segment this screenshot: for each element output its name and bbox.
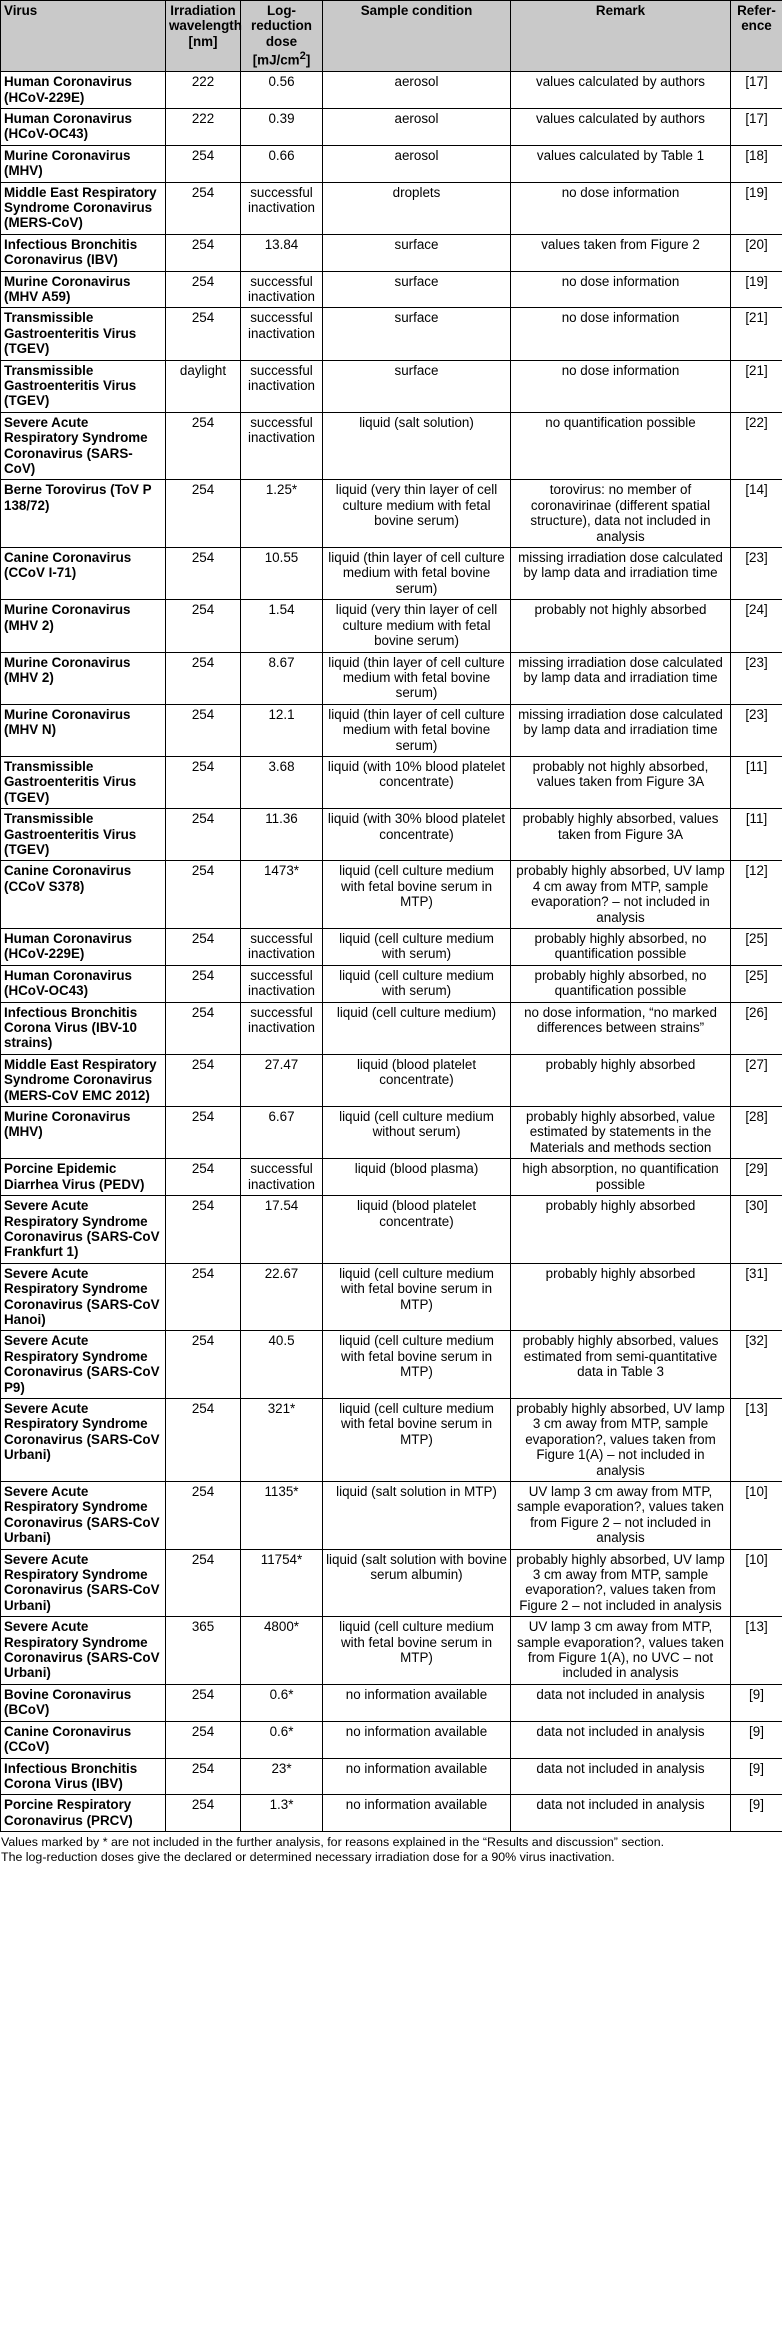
cell-dose: 3.68 [241, 756, 323, 808]
table-row [1, 480, 782, 548]
cell-virus: Severe Acute Respiratory Syndrome Coronavirus (SARS-CoV P9) [1, 1331, 166, 1399]
cell-reference: [12] [731, 861, 782, 929]
cell-dose: 23* [241, 1758, 323, 1795]
cell-dose: successful inactivation [241, 360, 323, 412]
table-row [1, 1054, 782, 1106]
cell-remark: probably highly absorbed [511, 1263, 731, 1331]
header-condition: Sample condition [323, 1, 511, 72]
table-row [1, 412, 782, 480]
cell-condition: surface [323, 234, 511, 271]
cell-wavelength: 254 [166, 1549, 241, 1617]
table-row [1, 548, 782, 600]
cell-remark: no dose information [511, 271, 731, 308]
table-row [1, 234, 782, 271]
cell-wavelength: 254 [166, 1758, 241, 1795]
cell-remark: probably highly absorbed, values estimated from semi-quantitative data in Table 3 [511, 1331, 731, 1399]
header-dose-close: ] [305, 52, 311, 68]
cell-condition: liquid (with 10% blood platelet concentrate) [323, 756, 511, 808]
cell-condition: liquid (thin layer of cell culture medium with fetal bovine serum) [323, 652, 511, 704]
cell-dose: successful inactivation [241, 271, 323, 308]
cell-condition: surface [323, 308, 511, 360]
cell-dose: successful inactivation [241, 929, 323, 966]
table-row [1, 1721, 782, 1758]
table-row [1, 1331, 782, 1399]
cell-reference: [23] [731, 548, 782, 600]
cell-virus: Murine Coronavirus (MHV 2) [1, 652, 166, 704]
cell-virus: Severe Acute Respiratory Syndrome Coronavirus (SARS-CoV Urbani) [1, 1617, 166, 1685]
cell-wavelength: 254 [166, 548, 241, 600]
cell-dose: 0.6* [241, 1721, 323, 1758]
cell-virus: Middle East Respiratory Syndrome Coronavirus (MERS-CoV EMC 2012) [1, 1054, 166, 1106]
cell-remark: probably highly absorbed [511, 1196, 731, 1264]
cell-dose: 1.3* [241, 1795, 323, 1832]
cell-condition: liquid (cell culture medium) [323, 1002, 511, 1054]
cell-condition: liquid (cell culture medium with fetal bovine serum in MTP) [323, 861, 511, 929]
cell-condition: droplets [323, 182, 511, 234]
cell-virus: Bovine Coronavirus (BCoV) [1, 1684, 166, 1721]
cell-remark: probably highly absorbed, UV lamp 3 cm away from MTP, sample evaporation?, values taken from Figure 2 – not included in analysis [511, 1549, 731, 1617]
cell-dose: successful inactivation [241, 308, 323, 360]
cell-condition: no information available [323, 1758, 511, 1795]
table-row [1, 756, 782, 808]
cell-virus: Human Coronavirus (HCoV-OC43) [1, 965, 166, 1002]
cell-reference: [29] [731, 1159, 782, 1196]
cell-reference: [14] [731, 480, 782, 548]
cell-reference: [28] [731, 1107, 782, 1159]
cell-virus: Murine Coronavirus (MHV) [1, 145, 166, 182]
cell-dose: 27.47 [241, 1054, 323, 1106]
table-row [1, 861, 782, 929]
cell-condition: surface [323, 271, 511, 308]
cell-wavelength: 254 [166, 1159, 241, 1196]
cell-dose: 12.1 [241, 704, 323, 756]
cell-condition: liquid (salt solution with bovine serum albumin) [323, 1549, 511, 1617]
cell-remark: data not included in analysis [511, 1795, 731, 1832]
cell-wavelength: 254 [166, 1002, 241, 1054]
cell-dose: 0.66 [241, 145, 323, 182]
cell-wavelength: daylight [166, 360, 241, 412]
cell-remark: probably highly absorbed [511, 1054, 731, 1106]
cell-reference: [9] [731, 1721, 782, 1758]
cell-remark: probably highly absorbed, UV lamp 4 cm away from MTP, sample evaporation? – not included in analysis [511, 861, 731, 929]
cell-condition: liquid (cell culture medium without serum) [323, 1107, 511, 1159]
cell-reference: [11] [731, 756, 782, 808]
table-row [1, 271, 782, 308]
cell-wavelength: 254 [166, 929, 241, 966]
cell-condition: aerosol [323, 72, 511, 109]
cell-wavelength: 254 [166, 412, 241, 480]
cell-reference: [9] [731, 1684, 782, 1721]
header-reference: Refer-ence [731, 1, 782, 72]
cell-reference: [9] [731, 1758, 782, 1795]
cell-remark: probably not highly absorbed, values taken from Figure 3A [511, 756, 731, 808]
cell-dose: successful inactivation [241, 182, 323, 234]
cell-dose: 8.67 [241, 652, 323, 704]
cell-dose: 1.54 [241, 600, 323, 652]
cell-wavelength: 222 [166, 72, 241, 109]
cell-virus: Murine Coronavirus (MHV 2) [1, 600, 166, 652]
table-row [1, 1159, 782, 1196]
cell-reference: [31] [731, 1263, 782, 1331]
cell-virus: Porcine Respiratory Coronavirus (PRCV) [1, 1795, 166, 1832]
cell-virus: Transmissible Gastroenteritis Virus (TGEV) [1, 809, 166, 861]
cell-condition: liquid (blood plasma) [323, 1159, 511, 1196]
cell-dose: 11.36 [241, 809, 323, 861]
cell-reference: [21] [731, 360, 782, 412]
cell-remark: values calculated by authors [511, 72, 731, 109]
cell-virus: Human Coronavirus (HCoV-229E) [1, 929, 166, 966]
cell-reference: [19] [731, 182, 782, 234]
cell-dose: 1.25* [241, 480, 323, 548]
cell-reference: [13] [731, 1617, 782, 1685]
cell-reference: [24] [731, 600, 782, 652]
cell-wavelength: 254 [166, 756, 241, 808]
cell-remark: missing irradiation dose calculated by lamp data and irradiation time [511, 704, 731, 756]
cell-wavelength: 254 [166, 600, 241, 652]
cell-wavelength: 254 [166, 1482, 241, 1550]
cell-reference: [25] [731, 929, 782, 966]
cell-reference: [9] [731, 1795, 782, 1832]
cell-virus: Canine Coronavirus (CCoV S378) [1, 861, 166, 929]
cell-dose: 321* [241, 1398, 323, 1481]
footnote-line-2: The log-reduction doses give the declared or determined necessary irradiation dose for a 90% virus inactivation. [1, 1850, 615, 1865]
cell-wavelength: 254 [166, 1054, 241, 1106]
cell-virus: Porcine Epidemic Diarrhea Virus (PEDV) [1, 1159, 166, 1196]
table-row [1, 1002, 782, 1054]
cell-reference: [22] [731, 412, 782, 480]
cell-wavelength: 254 [166, 145, 241, 182]
cell-remark: missing irradiation dose calculated by lamp data and irradiation time [511, 652, 731, 704]
cell-virus: Murine Coronavirus (MHV) [1, 1107, 166, 1159]
cell-reference: [19] [731, 271, 782, 308]
cell-virus: Severe Acute Respiratory Syndrome Coronavirus (SARS-CoV Urbani) [1, 1482, 166, 1550]
table-row [1, 929, 782, 966]
cell-reference: [11] [731, 809, 782, 861]
cell-reference: [17] [731, 108, 782, 145]
cell-condition: liquid (blood platelet concentrate) [323, 1196, 511, 1264]
cell-dose: 0.39 [241, 108, 323, 145]
cell-condition: liquid (with 30% blood platelet concentrate) [323, 809, 511, 861]
cell-condition: aerosol [323, 108, 511, 145]
header-dose-text: Log-reduction dose [mJ/cm [250, 3, 312, 68]
table-row [1, 1107, 782, 1159]
cell-remark: no dose information [511, 182, 731, 234]
cell-remark: no dose information [511, 360, 731, 412]
cell-wavelength: 254 [166, 861, 241, 929]
cell-remark: probably highly absorbed, UV lamp 3 cm away from MTP, sample evaporation?, values taken from Figure 1(A) – not included in analysis [511, 1398, 731, 1481]
table-row [1, 182, 782, 234]
cell-reference: [20] [731, 234, 782, 271]
cell-wavelength: 254 [166, 1721, 241, 1758]
table-row [1, 308, 782, 360]
cell-virus: Infectious Bronchitis Coronavirus (IBV) [1, 234, 166, 271]
table-row [1, 1482, 782, 1550]
cell-reference: [25] [731, 965, 782, 1002]
cell-wavelength: 222 [166, 108, 241, 145]
cell-remark: probably highly absorbed, no quantification possible [511, 965, 731, 1002]
cell-reference: [13] [731, 1398, 782, 1481]
header-dose [241, 1, 323, 72]
cell-remark: probably highly absorbed, no quantification possible [511, 929, 731, 966]
table-row [1, 809, 782, 861]
table-row [1, 1758, 782, 1795]
cell-wavelength: 254 [166, 1107, 241, 1159]
cell-reference: [23] [731, 704, 782, 756]
cell-reference: [21] [731, 308, 782, 360]
cell-condition: liquid (very thin layer of cell culture medium with fetal bovine serum) [323, 600, 511, 652]
cell-dose: 4800* [241, 1617, 323, 1685]
cell-dose: successful inactivation [241, 1159, 323, 1196]
cell-dose: 10.55 [241, 548, 323, 600]
cell-remark: no dose information [511, 308, 731, 360]
header-dose-sup: 2 [299, 50, 306, 63]
cell-dose: 40.5 [241, 1331, 323, 1399]
cell-virus: Transmissible Gastroenteritis Virus (TGEV) [1, 308, 166, 360]
cell-remark: probably highly absorbed, value estimated by statements in the Materials and methods section [511, 1107, 731, 1159]
cell-wavelength: 254 [166, 182, 241, 234]
cell-remark: no dose information, “no marked differences between strains” [511, 1002, 731, 1054]
cell-condition: aerosol [323, 145, 511, 182]
cell-condition: liquid (cell culture medium with fetal bovine serum in MTP) [323, 1398, 511, 1481]
cell-wavelength: 254 [166, 234, 241, 271]
cell-condition: liquid (cell culture medium with fetal bovine serum in MTP) [323, 1617, 511, 1685]
cell-wavelength: 254 [166, 704, 241, 756]
cell-wavelength: 254 [166, 652, 241, 704]
cell-remark: data not included in analysis [511, 1684, 731, 1721]
table-row [1, 360, 782, 412]
cell-virus: Infectious Bronchitis Corona Virus (IBV-10 strains) [1, 1002, 166, 1054]
table-row [1, 72, 782, 109]
cell-dose: 0.56 [241, 72, 323, 109]
cell-dose: 1135* [241, 1482, 323, 1550]
cell-remark: values calculated by Table 1 [511, 145, 731, 182]
table-body [1, 72, 782, 1832]
cell-virus: Severe Acute Respiratory Syndrome Coronavirus (SARS-CoV Urbani) [1, 1549, 166, 1617]
cell-condition: no information available [323, 1684, 511, 1721]
cell-dose: successful inactivation [241, 412, 323, 480]
cell-condition: liquid (very thin layer of cell culture medium with fetal bovine serum) [323, 480, 511, 548]
cell-dose: 1473* [241, 861, 323, 929]
cell-remark: data not included in analysis [511, 1721, 731, 1758]
cell-condition: liquid (thin layer of cell culture medium with fetal bovine serum) [323, 548, 511, 600]
cell-condition: liquid (blood platelet concentrate) [323, 1054, 511, 1106]
cell-remark: missing irradiation dose calculated by lamp data and irradiation time [511, 548, 731, 600]
cell-condition: liquid (cell culture medium with fetal bovine serum in MTP) [323, 1331, 511, 1399]
cell-virus: Infectious Bronchitis Corona Virus (IBV) [1, 1758, 166, 1795]
table-row [1, 652, 782, 704]
cell-virus: Human Coronavirus (HCoV-OC43) [1, 108, 166, 145]
cell-virus: Transmissible Gastroenteritis Virus (TGEV) [1, 360, 166, 412]
cell-dose: successful inactivation [241, 1002, 323, 1054]
cell-reference: [27] [731, 1054, 782, 1106]
cell-virus: Severe Acute Respiratory Syndrome Coronavirus (SARS-CoV) [1, 412, 166, 480]
cell-remark: UV lamp 3 cm away from MTP, sample evaporation?, values taken from Figure 2 – not included in analysis [511, 1482, 731, 1550]
cell-remark: torovirus: no member of coronavirinae (different spatial structure), data not included in analysis [511, 480, 731, 548]
cell-reference: [17] [731, 72, 782, 109]
cell-virus: Severe Acute Respiratory Syndrome Coronavirus (SARS-CoV Frankfurt 1) [1, 1196, 166, 1264]
cell-condition: no information available [323, 1721, 511, 1758]
table-row [1, 1795, 782, 1832]
cell-reference: [18] [731, 145, 782, 182]
cell-remark: high absorption, no quantification possible [511, 1159, 731, 1196]
table-row [1, 600, 782, 652]
cell-reference: [10] [731, 1549, 782, 1617]
table-row [1, 145, 782, 182]
cell-wavelength: 254 [166, 1263, 241, 1331]
table-row [1, 1196, 782, 1264]
cell-reference: [10] [731, 1482, 782, 1550]
cell-wavelength: 254 [166, 308, 241, 360]
cell-condition: liquid (cell culture medium with serum) [323, 929, 511, 966]
cell-virus: Severe Acute Respiratory Syndrome Coronavirus (SARS-CoV Hanoi) [1, 1263, 166, 1331]
cell-reference: [23] [731, 652, 782, 704]
table-footnotes [0, 1832, 782, 1865]
table-row [1, 704, 782, 756]
cell-dose: 22.67 [241, 1263, 323, 1331]
header-virus: Virus [1, 1, 166, 72]
cell-condition: liquid (salt solution) [323, 412, 511, 480]
cell-virus: Canine Coronavirus (CCoV) [1, 1721, 166, 1758]
cell-remark: probably highly absorbed, values taken from Figure 3A [511, 809, 731, 861]
cell-remark: data not included in analysis [511, 1758, 731, 1795]
cell-wavelength: 254 [166, 1795, 241, 1832]
cell-virus: Middle East Respiratory Syndrome Coronavirus (MERS-CoV) [1, 182, 166, 234]
cell-condition: liquid (thin layer of cell culture medium with fetal bovine serum) [323, 704, 511, 756]
cell-dose: 13.84 [241, 234, 323, 271]
cell-wavelength: 254 [166, 271, 241, 308]
cell-condition: liquid (cell culture medium with serum) [323, 965, 511, 1002]
table-row [1, 1398, 782, 1481]
cell-wavelength: 254 [166, 1196, 241, 1264]
cell-virus: Human Coronavirus (HCoV-229E) [1, 72, 166, 109]
table-row [1, 1263, 782, 1331]
cell-remark: values calculated by authors [511, 108, 731, 145]
cell-virus: Transmissible Gastroenteritis Virus (TGEV) [1, 756, 166, 808]
cell-condition: liquid (salt solution in MTP) [323, 1482, 511, 1550]
cell-dose: 17.54 [241, 1196, 323, 1264]
cell-condition: no information available [323, 1795, 511, 1832]
cell-reference: [32] [731, 1331, 782, 1399]
header-wavelength: Irradiation wavelength [nm] [166, 1, 241, 72]
table-header-row [1, 1, 782, 72]
cell-dose: successful inactivation [241, 965, 323, 1002]
table-row [1, 108, 782, 145]
cell-wavelength: 365 [166, 1617, 241, 1685]
cell-remark: probably not highly absorbed [511, 600, 731, 652]
cell-virus: Berne Torovirus (ToV P 138/72) [1, 480, 166, 548]
cell-remark: values taken from Figure 2 [511, 234, 731, 271]
cell-wavelength: 254 [166, 965, 241, 1002]
cell-dose: 11754* [241, 1549, 323, 1617]
header-remark: Remark [511, 1, 731, 72]
table-row [1, 1617, 782, 1685]
table-row [1, 965, 782, 1002]
cell-reference: [30] [731, 1196, 782, 1264]
cell-wavelength: 254 [166, 809, 241, 861]
cell-remark: no quantification possible [511, 412, 731, 480]
cell-wavelength: 254 [166, 480, 241, 548]
cell-wavelength: 254 [166, 1398, 241, 1481]
cell-reference: [26] [731, 1002, 782, 1054]
cell-virus: Murine Coronavirus (MHV N) [1, 704, 166, 756]
table-row [1, 1684, 782, 1721]
cell-wavelength: 254 [166, 1331, 241, 1399]
cell-condition: liquid (cell culture medium with fetal bovine serum in MTP) [323, 1263, 511, 1331]
cell-condition: surface [323, 360, 511, 412]
cell-virus: Canine Coronavirus (CCoV I-71) [1, 548, 166, 600]
cell-dose: 0.6* [241, 1684, 323, 1721]
cell-dose: 6.67 [241, 1107, 323, 1159]
cell-virus: Murine Coronavirus (MHV A59) [1, 271, 166, 308]
cell-virus: Severe Acute Respiratory Syndrome Coronavirus (SARS-CoV Urbani) [1, 1398, 166, 1481]
cell-remark: UV lamp 3 cm away from MTP, sample evaporation?, values taken from Figure 1(A), no UVC – not included in analysis [511, 1617, 731, 1685]
table-row [1, 1549, 782, 1617]
cell-wavelength: 254 [166, 1684, 241, 1721]
footnote-line-1: Values marked by * are not included in the further analysis, for reasons explained in the “Results and discussion” section. [1, 1835, 665, 1850]
